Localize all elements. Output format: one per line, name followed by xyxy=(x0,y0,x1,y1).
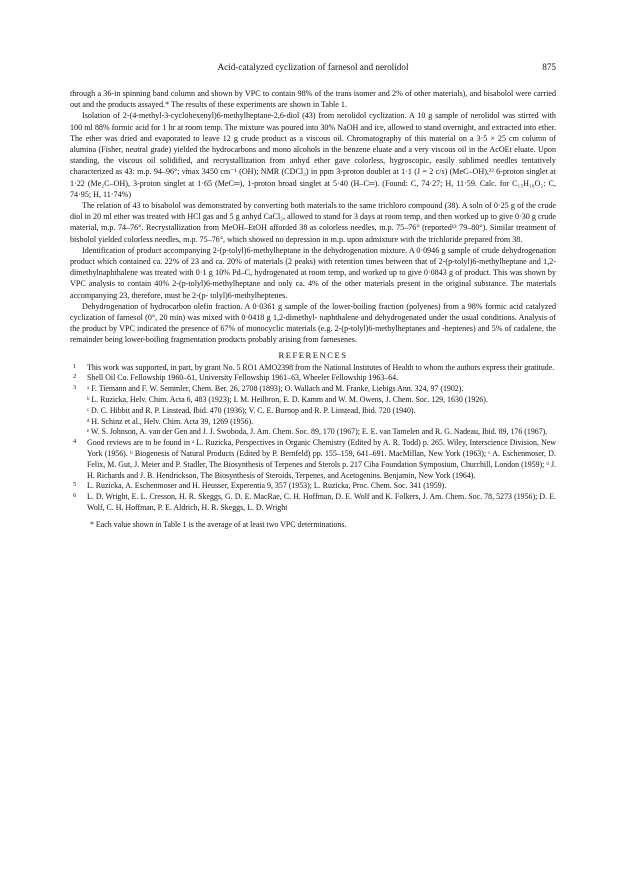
reference-line: Health to whom the authors express their gratitude. xyxy=(392,362,555,372)
paragraph-isolation xyxy=(70,110,556,200)
running-header xyxy=(70,62,556,76)
paragraph-identification xyxy=(70,245,556,301)
body-line: compound (38). A soln of 0·25 g of the crude diol in 20 ml ether was treated with HCl gas and 5 g anhyd xyxy=(70,201,557,222)
body-line: Dehydrogenation of hydrocarbon olefin fraction. A 0·0361 g sample of the lower-boiling fraction (polyenes) xyxy=(82,301,444,311)
reference-number: 1 xyxy=(73,362,77,370)
footnote: * Each value shown in Table 1 is the average of at least two VPC determinations. xyxy=(90,519,347,529)
page-number: 875 xyxy=(542,62,556,72)
reference-line: Good reviews are to be found in ᵃ L. Ruzicka, Perspectives in Organic Chemistry (Edited by A. R. Todd) xyxy=(87,438,423,448)
body-line: poured into 30% NaOH and ice, allowed to stand overnight, and extracted into ether. The ether was xyxy=(70,122,556,143)
body-text xyxy=(70,88,556,346)
body-line: experiments are shown in Table 1. xyxy=(236,100,347,110)
body-line: (J = 2 c/s) (MeC–OH),²² 6-proton singlet at 1·22 (Me₂C–OH), 3-proton singlet at 1·65 (MeC═), 1-proton xyxy=(70,167,557,188)
reference-line: Terpenes, and Acetogenins. Benjamin, New York (1964). xyxy=(295,470,476,480)
body-line: CaCl₂, allowed to stand for 3 days at room temp, and then worked up to give 0·30 g crude material, xyxy=(70,212,556,233)
reference-line: ᵃ F. Tiemann and F. W. Semmler, Chem. Ber. 26, 2708 (1893); O. Wallach and M. Franke, Liebigs Ann. xyxy=(87,384,415,394)
paragraph-dehydrogenation xyxy=(70,301,556,346)
reference-line: L. Ruzicka, A. Eschenmoser and H. Heusser, Experentia 9, 357 (1953); L. Ruzicka, Proc. Chem. Soc. xyxy=(87,481,410,491)
references-heading: REFERENCES xyxy=(278,349,348,360)
reference-line: and R. G. Nadeau, Ibid. 89, 176 (1967). xyxy=(421,427,548,437)
body-line: in the benzene eluate and a very viscous oil in the AcOEt eluate. Upon standing, the viscous oil solidified, xyxy=(70,145,556,166)
body-line: dried and evaporated to leave 12 g crude product as a viscous oil. Chromatography of this material on xyxy=(120,133,470,143)
reference-item xyxy=(70,427,556,438)
body-line: Identification of product accompanying 2-(p-tolyl)6-methylheptane in the dehydrogenation mixture. A xyxy=(82,245,417,255)
body-line: The relation of 43 to bisabolol was demonstrated by converting both materials to the same trichloro xyxy=(82,201,409,211)
references-list xyxy=(70,363,556,514)
body-line: (2 peaks) with retention times between that of 2-(p-tolyl)6-methylheptane and 1,2-dimethylnaphthalene xyxy=(70,257,556,278)
reference-line: Soc. 129, 1630 (1926). xyxy=(415,395,488,405)
reference-number: 3 xyxy=(73,384,77,392)
body-line: m.p. 74–76°. Recrystallization from MeOH–EtOH afforded 38 as colorless needles, m.p. 75–76° (reported¹³ xyxy=(101,223,460,233)
reference-line: L. D. Wright, E. L. Cresson, H. R. Skeggs, G. D. E. MacRae, C. H. Hoffman, D. E. Wolf and K. Folkers, xyxy=(87,492,423,502)
reference-item xyxy=(70,492,556,514)
body-line: and recrystallization from anhyd ether gave colorless, hygroscopic, easily sublimed needles tentatively xyxy=(196,156,556,166)
reference-line: Shell Oil Co. Fellowship 1960–61, University Fellowship 1961–63, Wheeler Fellowship 1963–64. xyxy=(87,373,399,383)
body-line: broad singlet at 5·40 (H–C═). (Found: C, 74·27; H, 11·59. Calc. for C₁₅H₁₈O₂: C, 74·95; H, 11·74%) xyxy=(70,178,556,199)
reference-line: 324, 97 (1902). xyxy=(414,384,464,394)
body-line: 79–80°). Similar treatment of bisbolol yielded colorless needles, m.p. 75–76°, which showed no depression xyxy=(70,223,557,244)
body-line: in m.p. upon admixture with the trichloride prepared from 38. xyxy=(322,234,523,244)
reference-item xyxy=(70,363,556,374)
body-line: through a 36-in spinning band column and shown by VPC to contain 98% of the trans isomer and 2% xyxy=(70,89,406,98)
reference-line: J. Am. Chem. Soc. 78, 5273 (1956); D. E. Wolf, C. H. Hoffman, P. E. Aldrich, H. R. Skeggs, L. D. Wright xyxy=(87,492,556,513)
reference-line: ᵇ L. Ruzicka, Helv. Chim. Acta 6, 483 (1923); I. M. Heilbron, E. D. Kamm and W. M. Owens, J. Chem. xyxy=(87,395,416,405)
reference-item xyxy=(70,438,556,481)
paragraph-relation xyxy=(70,200,556,245)
body-line: from a 98% formic acid catalyzed cyclization of farnesol (0°, 20 min) was mixed with 0·0418 g 1,2-dimethyl- xyxy=(70,301,556,323)
running-title: Acid-catalyzed cyclization of farnesol and nerolidol xyxy=(217,62,409,72)
reference-number: 4 xyxy=(73,438,77,446)
body-line: naphthalene and dehydrogenated under the usual conditions. Analysis of the product by VPC indicated xyxy=(70,313,556,334)
reference-number: 6 xyxy=(73,492,77,500)
reference-line: ᵉ W. S. Johnson, A. van der Gen and J. J. Swoboda, J. Am. Chem. Soc. 89, 170 (1967); E. E. van Tamelen xyxy=(87,427,422,437)
body-line: of other materials), and bisabolol were carried out and the products assayed.* The results of these xyxy=(70,89,556,110)
body-line: 0·0946 g sample of crude dehydrogenation product which contained ca. 22% of 23 and ca. 20% of materials xyxy=(70,245,556,267)
reference-line: p. 265. Wiley, Interscience Division, New York (1956). ᵇ Biogenesis of Natural Products (Edited by xyxy=(87,438,556,459)
body-line: materials present in the original substance. The materials accompanying 23, therefore, must be 2-(p- xyxy=(70,279,557,300)
reference-line: ᵈ H. Schinz et al., Helv. Chim. Acta 39, 1269 (1956). xyxy=(87,416,254,426)
reference-item xyxy=(70,417,556,428)
reference-item xyxy=(70,395,556,406)
body-line: a 3·5 × 25 cm column of alumina (Fisher, neutral grade) yielded the hydrocarbons and mono alcohols xyxy=(70,133,556,155)
paragraph-results xyxy=(70,88,556,110)
page xyxy=(70,62,556,531)
body-line: the presence of 67% of monocyclic materials (e.g. 2-(p-tolyl)6-methylheptanes and -heptenes) and 5% of xyxy=(168,324,514,334)
reference-line: P. Bernfeld) pp. 155–159, 641–691. MacMillan, New York (1963); ᶜ A. Eschenmoser, D. Felix, M. Gut, xyxy=(87,449,556,469)
reference-line: 341 (1959). xyxy=(409,481,447,491)
reference-item xyxy=(70,373,556,384)
reference-item xyxy=(70,384,556,395)
body-line: was treated with 0·1 g 10% Pd–C, hydrogenated at room temp, and worked up to give 0·0843 g of product. xyxy=(140,268,494,278)
reference-line: J. Meier and P. Stadler, The Biosynthesis of Terpenes and Sterols p. 217 Ciba Foundation Symposium, xyxy=(134,459,461,469)
body-line: cadalene, the remainder being lower-boiling fragmentation products probably arising from farnesenes. xyxy=(70,324,556,345)
reference-item xyxy=(70,406,556,417)
reference-item xyxy=(70,481,556,492)
reference-number: 2 xyxy=(73,373,77,381)
reference-line: ᶜ D. C. Hibbit and R. P. Linstead, Ibid. 470 (1936); V. C. E. Burnop and R. P. Linstead, Ibid. 720 (1940). xyxy=(87,405,416,415)
body-line: sample of nerolidol was stirred with 100 ml 88% formic acid for 1 hr at room temp. The mixture was xyxy=(70,111,556,132)
body-line: characterized as 43: m.p. 94–96°; ν̃max 3450 cm⁻¹ (OH); NMR (CDCl₃) in ppm 3-proton doublet at 1·1 xyxy=(70,167,415,177)
reference-number: 5 xyxy=(73,481,77,489)
body-line: tolyl)6-methylheptenes. xyxy=(210,290,288,300)
reference-line: This work was supported, in part, by grant No. 5 RO1 AMO2398 from the National Institutes of xyxy=(87,362,393,372)
reference-line: Churchill, London (1959); ᵈ J. H. Richards and J. B. Hendrickson, The Biosynthesis of Steroids, xyxy=(87,459,556,480)
body-line: This was shown by VPC analysis to contain 40% 2-(p-tolyl)6-methylheptane and only ca. 4% of the other xyxy=(70,268,556,289)
body-line: Isolation of 2-(4-methyl-3-cyclohexenyl)6-methylheptane-2,6-diol (43) from nerolidol cyclization. A 10 g xyxy=(82,111,436,121)
